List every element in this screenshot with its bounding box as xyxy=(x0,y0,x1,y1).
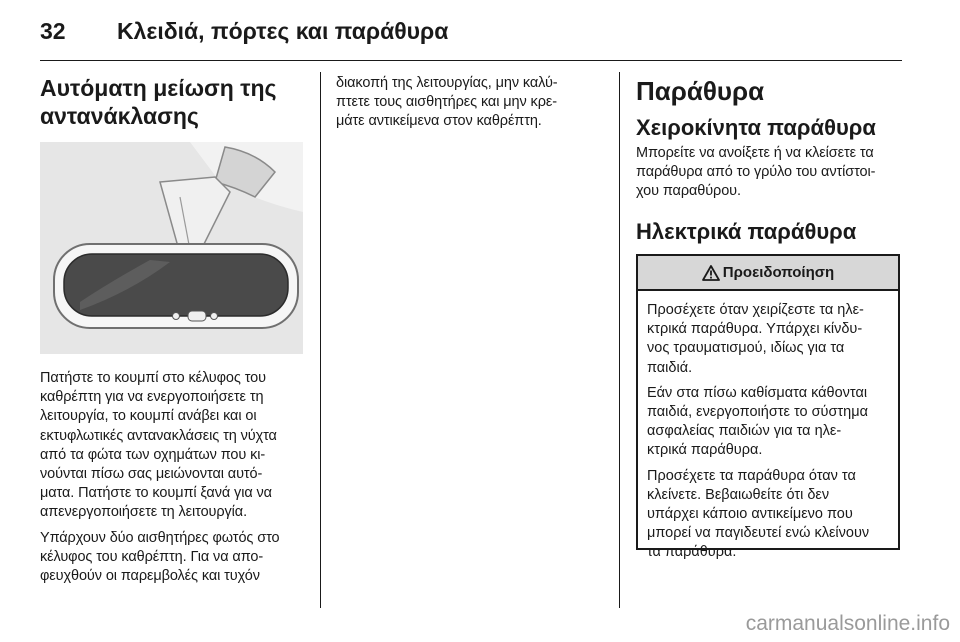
text-line: κέλυφος του καθρέπτη. Για να απο- xyxy=(40,548,264,565)
paragraph-dimming-usage xyxy=(40,369,305,523)
left-column xyxy=(40,74,305,586)
text-line: παιδιά. xyxy=(647,359,693,376)
text-line: λειτουργία, το κουμπί ανάβει και οι xyxy=(40,408,257,425)
paragraph-light-sensors xyxy=(40,529,305,587)
text-line: χου παραθύρου. xyxy=(636,183,741,200)
paragraph-sensor-continued xyxy=(336,74,601,132)
warning-triangle-icon xyxy=(702,265,720,281)
text-line: φευχθούν οι παρεμβολές και τυχόν xyxy=(40,568,260,585)
warning-title: Προειδοποίηση xyxy=(722,264,835,281)
text-line: Υπάρχουν δύο αισθητήρες φωτός στο xyxy=(40,529,280,546)
rearview-mirror-drawing xyxy=(40,142,303,354)
text-line: υπάρχει κάποιο αντικείμενο που xyxy=(647,506,853,523)
section-heading-auto-dimming xyxy=(40,74,305,130)
text-line: παράθυρα από το γρύλο του αντίστοι- xyxy=(636,164,876,181)
text-line: κλείνετε. Βεβαιωθείτε ότι δεν xyxy=(647,486,830,503)
text-line: κτρικά παράθυρα. Υπάρχει κίνδυ- xyxy=(647,321,863,338)
mirror-illustration xyxy=(40,142,303,354)
watermark: carmanualsonline.info xyxy=(745,612,950,635)
column-divider-2 xyxy=(619,72,620,608)
text-line: Πατήστε το κουμπί στο κέλυφος του xyxy=(40,370,266,386)
text-line: κτρικά παράθυρα. xyxy=(647,442,763,459)
page-number: 32 xyxy=(40,18,66,44)
text-line: μάτε αντικείμενα στον καθρέπτη. xyxy=(336,113,542,130)
chapter-title: Κλειδιά, πόρτες και παράθυρα xyxy=(117,18,449,44)
column-divider-1 xyxy=(320,72,321,608)
warning-paragraph-1 xyxy=(647,301,888,378)
text-line: ασφαλείας παιδιών για τα ηλε- xyxy=(647,423,842,440)
page-header xyxy=(40,14,902,54)
warning-body xyxy=(638,291,898,563)
heading-electric-windows: Ηλεκτρικά παράθυρα xyxy=(636,218,857,244)
text-line: διακοπή της λειτουργίας, μην καλύ- xyxy=(336,75,558,91)
section-title-windows: Παράθυρα xyxy=(636,76,765,106)
middle-column xyxy=(336,74,601,132)
heading-line-1: Αυτόματη μείωση της xyxy=(40,75,277,101)
text-line: εκτυφλωτικές αντανακλάσεις τη νύχτα xyxy=(40,427,277,444)
text-line: Εάν στα πίσω καθίσματα κάθονται xyxy=(647,384,868,401)
text-line: μπορεί να παγιδευτεί ενώ κλείνουν xyxy=(647,525,870,542)
text-line: παιδιά, ενεργοποιήστε το σύστημα xyxy=(647,404,868,421)
text-line: Προσέχετε τα παράθυρα όταν τα xyxy=(647,467,856,484)
right-column xyxy=(636,74,902,246)
heading-line-2: αντανάκλασης xyxy=(40,103,199,129)
text-line: απενεργοποιήσετε τη λειτουργία. xyxy=(40,504,248,521)
text-line: καθρέπτη για να ενεργοποιήσετε τη xyxy=(40,389,264,406)
text-line: νος τραυματισμού, ιδίως για τα xyxy=(647,340,845,357)
paragraph-manual-windows xyxy=(636,144,902,202)
text-line: νούνται πίσω σας μειώνονται αυτό- xyxy=(40,466,263,483)
text-line: πτετε τους αισθητήρες και μην κρε- xyxy=(336,94,557,111)
header-divider xyxy=(40,60,902,61)
text-line: τα παράθυρα. xyxy=(647,544,737,561)
text-line: ματα. Πατήστε το κουμπί ξανά για να xyxy=(40,485,272,502)
text-line: Μπορείτε να ανοίξετε ή να κλείσετε τα xyxy=(636,145,874,161)
heading-manual-windows: Χειροκίνητα παράθυρα xyxy=(636,115,876,140)
warning-paragraph-2 xyxy=(647,384,888,461)
warning-box xyxy=(636,254,900,561)
warning-paragraph-3 xyxy=(647,467,888,563)
text-line: από τα φώτα των οχημάτων που κι- xyxy=(40,446,266,463)
text-line: Προσέχετε όταν χειρίζεστε τα ηλε- xyxy=(647,302,864,318)
warning-header xyxy=(638,256,898,291)
